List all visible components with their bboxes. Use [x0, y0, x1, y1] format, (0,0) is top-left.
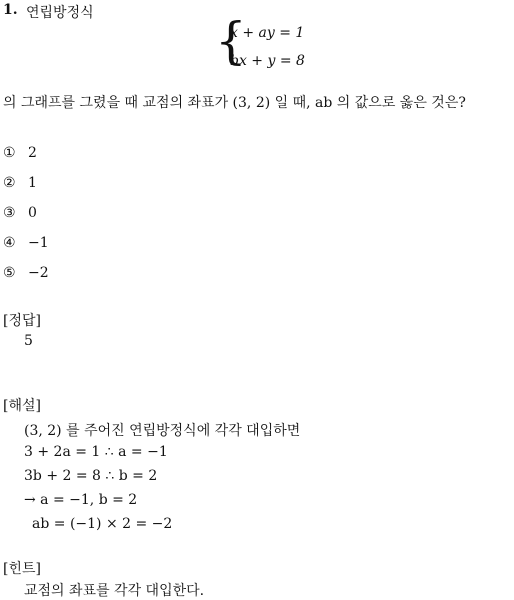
explanation-line-4: → a = −1, b = 2 [24, 492, 138, 508]
answer-value: 5 [24, 333, 33, 349]
choice-marker: ⑤ [3, 265, 16, 281]
hint-label: [힌트] [3, 561, 41, 577]
answer-label: [정답] [3, 313, 41, 329]
choice-4[interactable] [3, 235, 49, 251]
choice-marker: ④ [3, 235, 16, 251]
choice-value: 0 [28, 205, 37, 221]
choice-value: 2 [28, 145, 37, 161]
choice-1[interactable] [3, 145, 37, 161]
choice-value: −1 [28, 235, 49, 251]
explanation-line-1: (3, 2) 를 주어진 연립방정식에 각각 대입하면 [24, 423, 301, 439]
explanation-label: [해설] [3, 398, 41, 414]
equation-2: bx + y = 8 [230, 53, 305, 69]
choice-3[interactable] [3, 205, 37, 221]
explanation-line-5: ab = (−1) × 2 = −2 [32, 516, 173, 532]
hint-text: 교점의 좌표를 각각 대입한다. [24, 583, 205, 599]
equation-1: x + ay = 1 [230, 25, 305, 41]
choice-value: −2 [28, 265, 49, 281]
choice-2[interactable] [3, 175, 37, 191]
question-text: 의 그래프를 그렸을 때 교점의 좌표가 (3, 2) 일 때, ab 의 값으로 옳은 것은? [3, 95, 466, 111]
choice-5[interactable] [3, 265, 49, 281]
problem-number: 1. [3, 2, 18, 18]
problem-heading: 연립방정식 [26, 5, 94, 21]
left-brace: { [215, 12, 247, 70]
choice-marker: ③ [3, 205, 16, 221]
choice-value: 1 [28, 175, 37, 191]
choice-marker: ② [3, 175, 16, 191]
choice-marker: ① [3, 145, 16, 161]
explanation-line-3: 3b + 2 = 8 ∴ b = 2 [24, 468, 158, 484]
explanation-line-2: 3 + 2a = 1 ∴ a = −1 [24, 444, 168, 460]
